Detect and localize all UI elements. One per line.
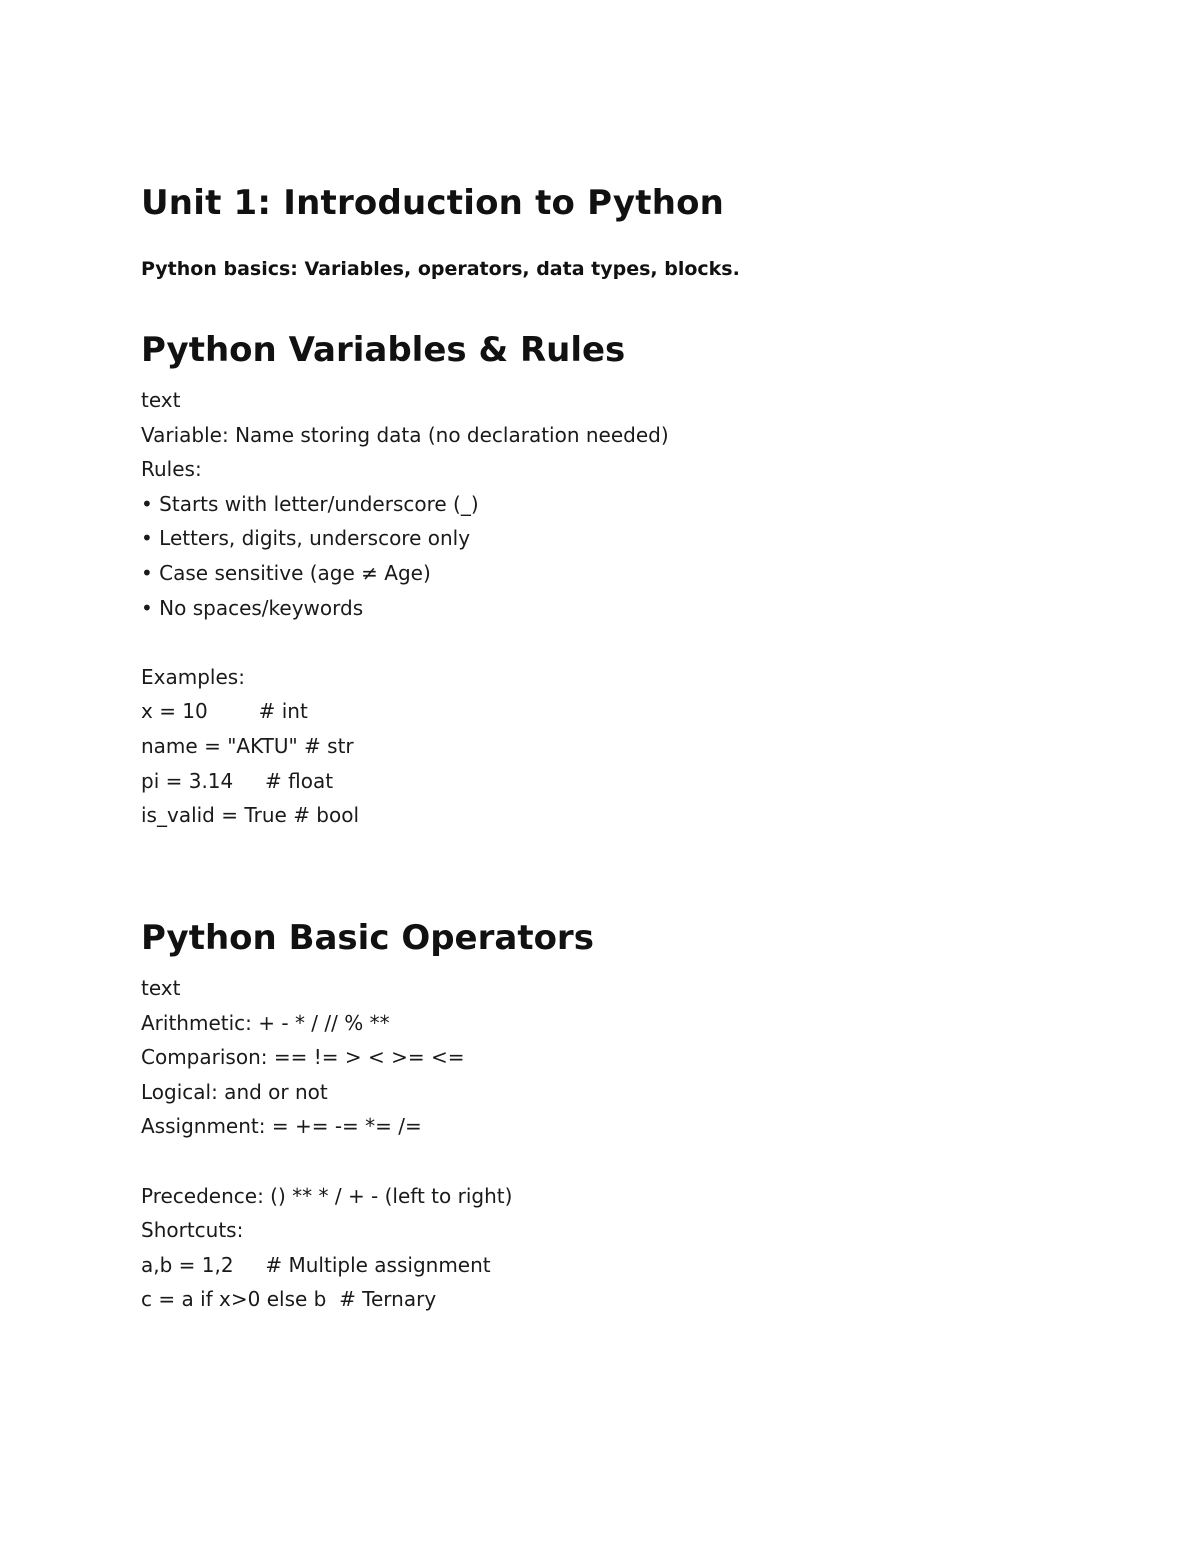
text-line: Examples: [141, 664, 245, 689]
text-line: text [141, 976, 181, 1000]
code-line: name = "AKTU" # str [141, 733, 354, 758]
text-line: Shortcuts: [141, 1218, 244, 1243]
text-line: text [141, 388, 181, 412]
code-line: x = 10 # int [141, 699, 308, 724]
text-line: Comparison: == != > < >= <= [141, 1045, 465, 1070]
text-line: Variable: Name storing data (no declaration needed) [141, 422, 669, 447]
section-body-operators [141, 971, 512, 1317]
text-line: Assignment: = += -= *= /= [141, 1114, 422, 1139]
code-line: is_valid = True # bool [141, 803, 360, 828]
section-body-variables [141, 383, 669, 833]
text-line: Precedence: () ** * / + - (left to right) [141, 1183, 513, 1208]
blank-line [141, 1144, 512, 1179]
text-line: Arithmetic: + - * / // % ** [141, 1010, 390, 1035]
text-line: • Case sensitive (age ≠ Age) [141, 560, 431, 585]
text-line: • Starts with letter/underscore (_) [141, 491, 479, 516]
page-subtitle: Python basics: Variables, operators, data types, blocks. [141, 258, 740, 280]
text-line: • Letters, digits, underscore only [141, 526, 471, 551]
text-line: Rules: [141, 457, 202, 482]
code-line: a,b = 1,2 # Multiple assignment [141, 1252, 491, 1277]
section-heading-variables: Python Variables & Rules [141, 330, 626, 370]
blank-line [141, 625, 669, 660]
text-line: Logical: and or not [141, 1079, 328, 1104]
text-line: • No spaces/keywords [141, 595, 364, 620]
page-title: Unit 1: Introduction to Python [141, 183, 725, 223]
section-heading-operators: Python Basic Operators [141, 918, 594, 958]
code-line: pi = 3.14 # float [141, 768, 334, 793]
code-line: c = a if x>0 else b # Ternary [141, 1287, 437, 1312]
